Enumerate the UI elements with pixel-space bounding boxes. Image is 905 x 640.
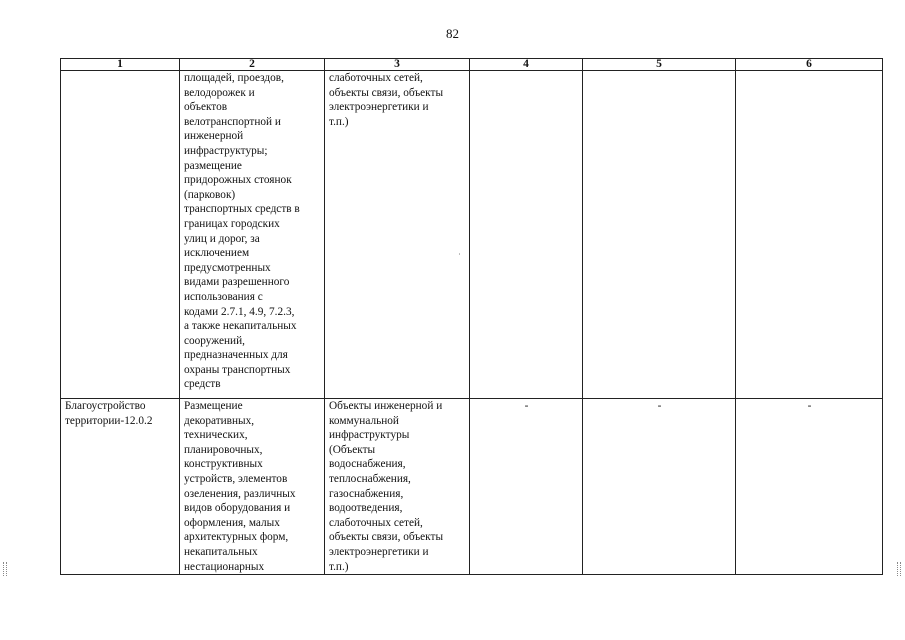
document-table [60,58,883,575]
cell-col5: - [583,399,736,575]
column-header-6: 6 [736,59,883,71]
cell-col6: - [736,399,883,575]
column-header-1: 1 [61,59,180,71]
cell-code: Благоустройство территории-12.0.2 [61,399,180,575]
column-header-5: 5 [583,59,736,71]
page-number: 82 [446,26,459,41]
cell-col6 [736,71,883,399]
cell-objects: Объекты инженерной и коммунальной инфраструктуры (Объекты водоснабжения, теплоснабжения, газоснабжения, водоотведения, слаботочных сетей, объекты связи, объекты электроэнергетики и т.п.) [325,399,470,575]
cell-description: площадей, проездов, велодорожек и объектов велотранспортной и инженерной инфраструктуры; размещение придорожных стоянок (парковок) транспортных средств в границах городских улиц и дорог, за исключением предусмотренных видами разрешенного использования с кодами 2.7.1, 4.9, 7.2.3, а также некапитальных сооружений, предназначенных для охраны транспортных средств [180,71,325,399]
right-margin-mark [897,562,901,576]
cell-description: Размещение декоративных, технических, планировочных, конструктивных устройств, элементов озеленения, различных видов оборудования и оформления, малых архитектурных форм, некапитальных нестационарных [180,399,325,575]
table-header-row [61,59,883,71]
table-row [61,71,883,399]
cell-col4 [470,71,583,399]
cell-col4: - [470,399,583,575]
cell-objects: слаботочных сетей, объекты связи, объекты электроэнергетики и т.п.) [325,71,470,399]
left-margin-mark [3,562,7,576]
column-header-3: 3 [325,59,470,71]
cell-code [61,71,180,399]
scan-artifact-mark: ˙ [458,252,461,262]
column-header-2: 2 [180,59,325,71]
cell-col5 [583,71,736,399]
table-row [61,399,883,575]
column-header-4: 4 [470,59,583,71]
